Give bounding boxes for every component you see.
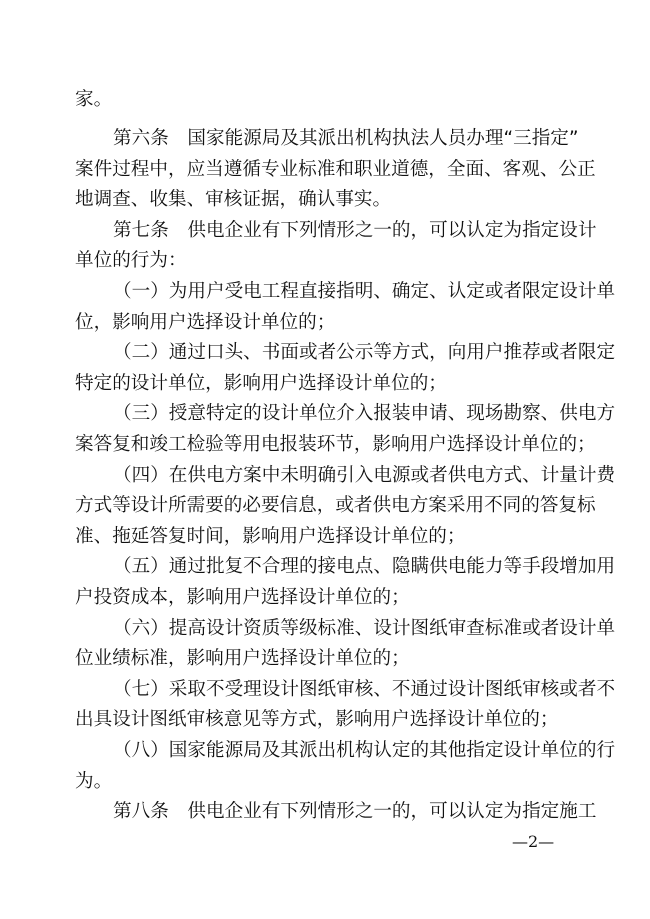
text-line: 特定的设计单位，影响用户选择设计单位的； <box>75 373 447 394</box>
text-line: 为。 <box>75 771 113 792</box>
list-item-1: （一）为用户受电工程直接指明、确定、认定或者限定设计单 <box>113 281 616 302</box>
text-line: 方式等设计所需要的必要信息，或者供电方案采用不同的答复标 <box>75 495 596 516</box>
text-line: 单位的行为： <box>75 250 187 271</box>
article-8-heading-line: 第八条 供电企业有下列情形之一的，可以认定为指定施工 <box>113 801 597 822</box>
text-line: 案答复和竣工检验等用电报装环节，影响用户选择设计单位的； <box>75 434 596 455</box>
article-7-heading-line: 第七条 供电企业有下列情形之一的，可以认定为指定设计 <box>113 220 597 241</box>
text-line: 户投资成本，影响用户选择设计单位的； <box>75 587 410 608</box>
text-line: 位，影响用户选择设计单位的； <box>75 312 336 333</box>
list-item-2: （二）通过口头、书面或者公示等方式，向用户推荐或者限定 <box>113 342 616 363</box>
list-item-4: （四）在供电方案中未明确引入电源或者供电方式、计量计费 <box>113 465 616 486</box>
list-item-6: （六）提高设计资质等级标准、设计图纸审查标准或者设计单 <box>113 618 616 639</box>
text-line: 准、拖延答复时间，影响用户选择设计单位的； <box>75 526 466 547</box>
text-line: 地调查、收集、审核证据，确认事实。 <box>75 189 392 210</box>
list-item-3: （三）授意特定的设计单位介入报装申请、现场勘察、供电方 <box>113 403 616 424</box>
text-line: 出具设计图纸审核意见等方式，影响用户选择设计单位的； <box>75 709 559 730</box>
text-line: 案件过程中，应当遵循专业标准和职业道德，全面、客观、公正 <box>75 159 596 180</box>
list-item-5: （五）通过批复不合理的接电点、隐瞒供电能力等手段增加用 <box>113 556 616 577</box>
text-line: 位业绩标准，影响用户选择设计单位的； <box>75 648 410 669</box>
list-item-8: （八）国家能源局及其派出机构认定的其他指定设计单位的行 <box>113 740 616 761</box>
article-6-heading-line: 第六条 国家能源局及其派出机构执法人员办理“三指定” <box>113 128 579 149</box>
list-item-7: （七）采取不受理设计图纸审核、不通过设计图纸审核或者不 <box>113 679 616 700</box>
text-line: 家。 <box>75 89 113 110</box>
page-number: —2— <box>512 832 555 851</box>
